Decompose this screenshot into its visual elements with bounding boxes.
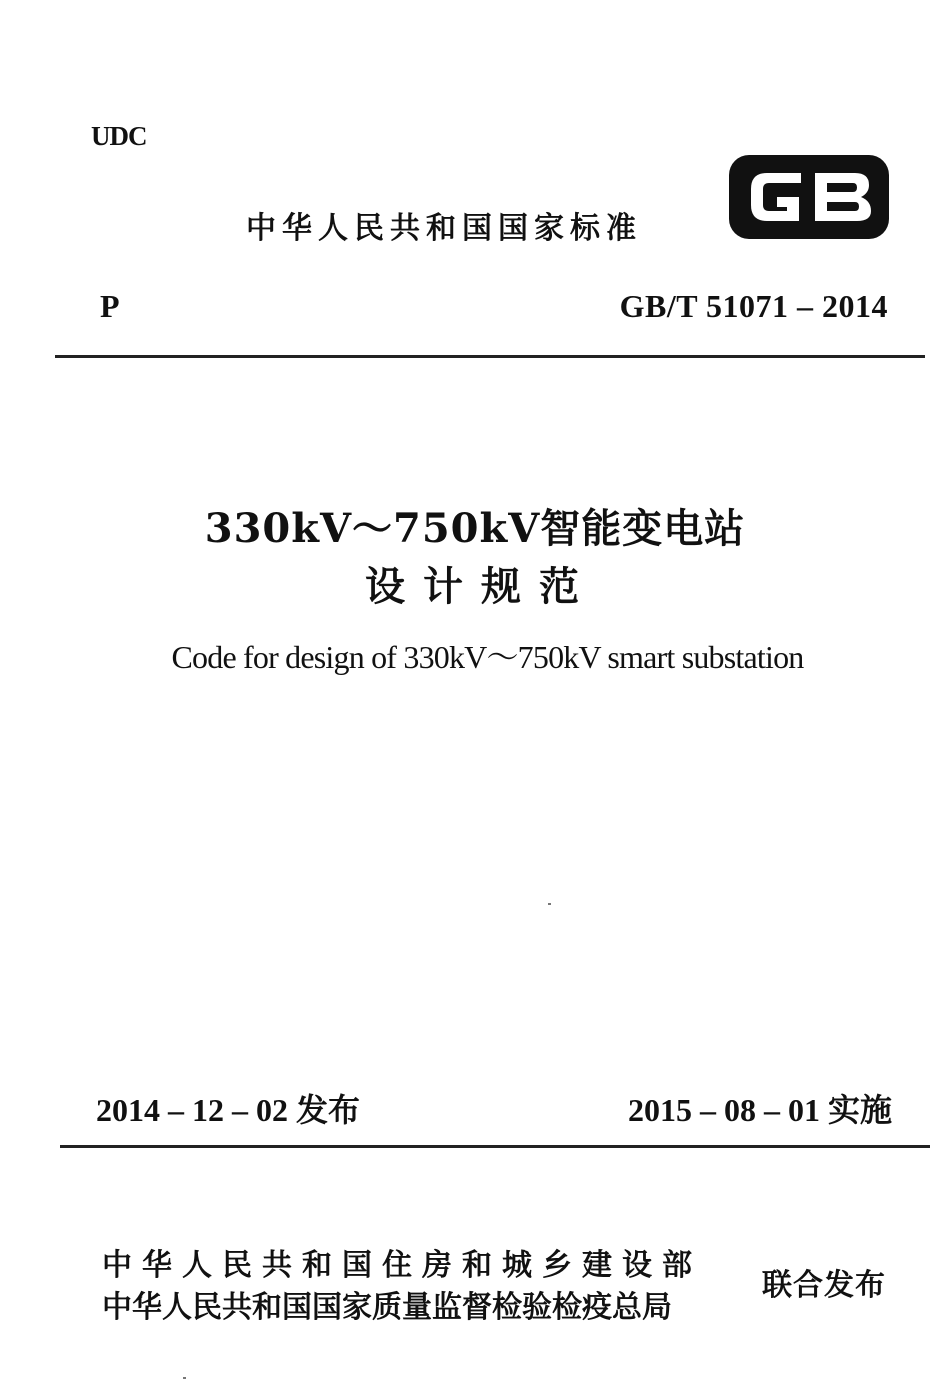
classification-code: P [100,288,120,324]
title-cn-line1: 330kV～750kV智能变电站 [204,505,746,552]
udc-label: UDC [91,121,147,151]
scan-speck [183,1377,186,1379]
issue-date: 2014 – 12 – 02 发布 [96,1092,361,1128]
gb-logo-icon [727,153,891,241]
publisher-line2: 中华人民共和国国家质量监督检验检疫总局 [102,1290,672,1325]
standard-type: 中华人民共和国国家标准 [246,211,642,246]
joint-publish-label: 联合发布 [762,1268,886,1303]
scan-speck [548,903,551,905]
implementation-date: 2015 – 08 – 01 实施 [627,1092,892,1128]
top-divider [55,355,925,358]
publisher-line1: 中华人民共和国住房和城乡建设部 [102,1248,702,1283]
title-cn-line2: 设计规范 [365,563,597,610]
title-en: Code for design of 330kV～750kV smart substation [171,639,804,675]
standard-number: GB/T 51071 – 2014 [619,288,888,324]
bottom-divider [60,1145,930,1148]
